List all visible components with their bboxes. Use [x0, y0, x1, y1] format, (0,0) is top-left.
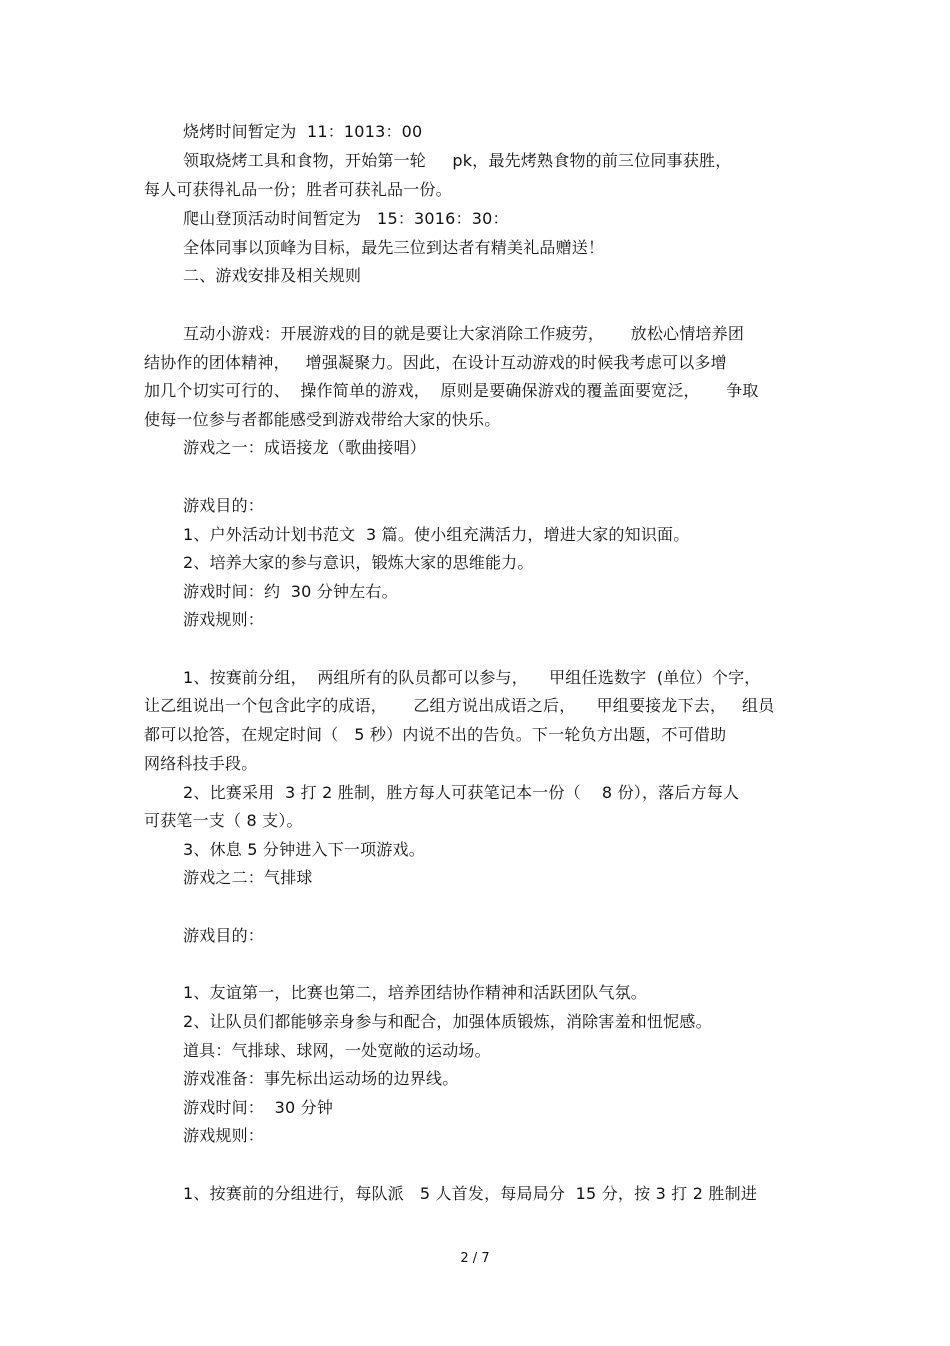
- game-1-rule-3: 3、休息 5 分钟进入下一项游戏。: [183, 840, 425, 859]
- text-line-bbq-time: 烧烤时间暂定为 11：1013：00: [183, 122, 423, 141]
- text-line-intro-3: 加几个切实可行的、 操作简单的游戏， 原则是要确保游戏的覆盖面要宽泛， 争取: [144, 381, 759, 400]
- game-1-purpose-1: 1、户外活动计划书范文 3 篇。使小组充满活力，增进大家的知识面。: [183, 525, 690, 544]
- section-heading-games: 二、游戏安排及相关规则: [183, 266, 362, 285]
- game-1-rule-1-line-3: 都可以抢答，在规定时间（ 5 秒）内说不出的告负。下一轮负方出题，不可借助: [144, 725, 727, 744]
- game-2-purpose-1: 1、友谊第一，比赛也第二，培养团结协作精神和活跃团队气氛。: [183, 983, 647, 1002]
- game-1-title: 游戏之一：成语接龙（歌曲接唱）: [183, 438, 427, 457]
- game-2-rule-1: 1、按赛前的分组进行，每队派 5 人首发，每局局分 15 分，按 3 打 2 胜制进: [183, 1184, 758, 1203]
- text-line-bbq-round: 领取烧烤工具和食物，开始第一轮 pk，最先烤熟食物的前三位同事获胜，: [183, 151, 732, 170]
- game-1-rule-1-line-4: 网络科技手段。: [144, 754, 258, 773]
- game-2-preparation: 游戏准备：事先标出运动场的边界线。: [183, 1069, 459, 1088]
- game-1-rules-label: 游戏规则：: [183, 610, 265, 629]
- page-number: 2 / 7: [460, 1251, 490, 1266]
- text-line-climb-goal: 全体同事以顶峰为目标，最先三位到达者有精美礼品赠送！: [183, 238, 605, 257]
- text-line-climb-time: 爬山登顶活动时间暂定为 15：3016：30：: [183, 209, 509, 228]
- game-1-purpose-label: 游戏目的：: [183, 496, 265, 515]
- game-1-rule-1-line-1: 1、按赛前分组， 两组所有的队员都可以参与， 甲组任选数字 (单位）个字，: [183, 668, 761, 687]
- game-2-rules-label: 游戏规则：: [183, 1126, 265, 1145]
- game-2-time: 游戏时间： 30 分钟: [183, 1098, 334, 1117]
- game-1-rule-2-line-1: 2、比赛采用 3 打 2 胜制，胜方每人可获笔记本一份（ 8 份），落后方每人: [183, 783, 740, 802]
- game-2-props: 道具：气排球、球网，一处宽敞的运动场。: [183, 1041, 491, 1060]
- text-line-intro-2: 结协作的团体精神， 增强凝聚力。因此，在设计互动游戏的时候我考虑可以多增: [144, 353, 727, 372]
- game-1-rule-2-line-2: 可获笔一支（ 8 支）。: [144, 811, 303, 830]
- text-line-intro-1: 互动小游戏：开展游戏的目的就是要让大家消除工作疲劳， 放松心情培养团: [183, 324, 745, 343]
- game-2-purpose-2: 2、让队员们都能够亲身参与和配合，加强体质锻炼，消除害羞和忸怩感。: [183, 1012, 712, 1031]
- game-1-time: 游戏时间：约 30 分钟左右。: [183, 582, 398, 601]
- text-line-bbq-prize: 每人可获得礼品一份；胜者可获礼品一份。: [144, 180, 452, 199]
- game-1-rule-1-line-2: 让乙组说出一个包含此字的成语， 乙组方说出成语之后， 甲组要接龙下去， 组员: [144, 696, 775, 715]
- text-line-intro-4: 使每一位参与者都能感受到游戏带给大家的快乐。: [144, 410, 501, 429]
- game-2-title: 游戏之二：气排球: [183, 868, 313, 887]
- game-2-purpose-label: 游戏目的：: [183, 926, 265, 945]
- game-1-purpose-2: 2、培养大家的参与意识，锻炼大家的思维能力。: [183, 553, 534, 572]
